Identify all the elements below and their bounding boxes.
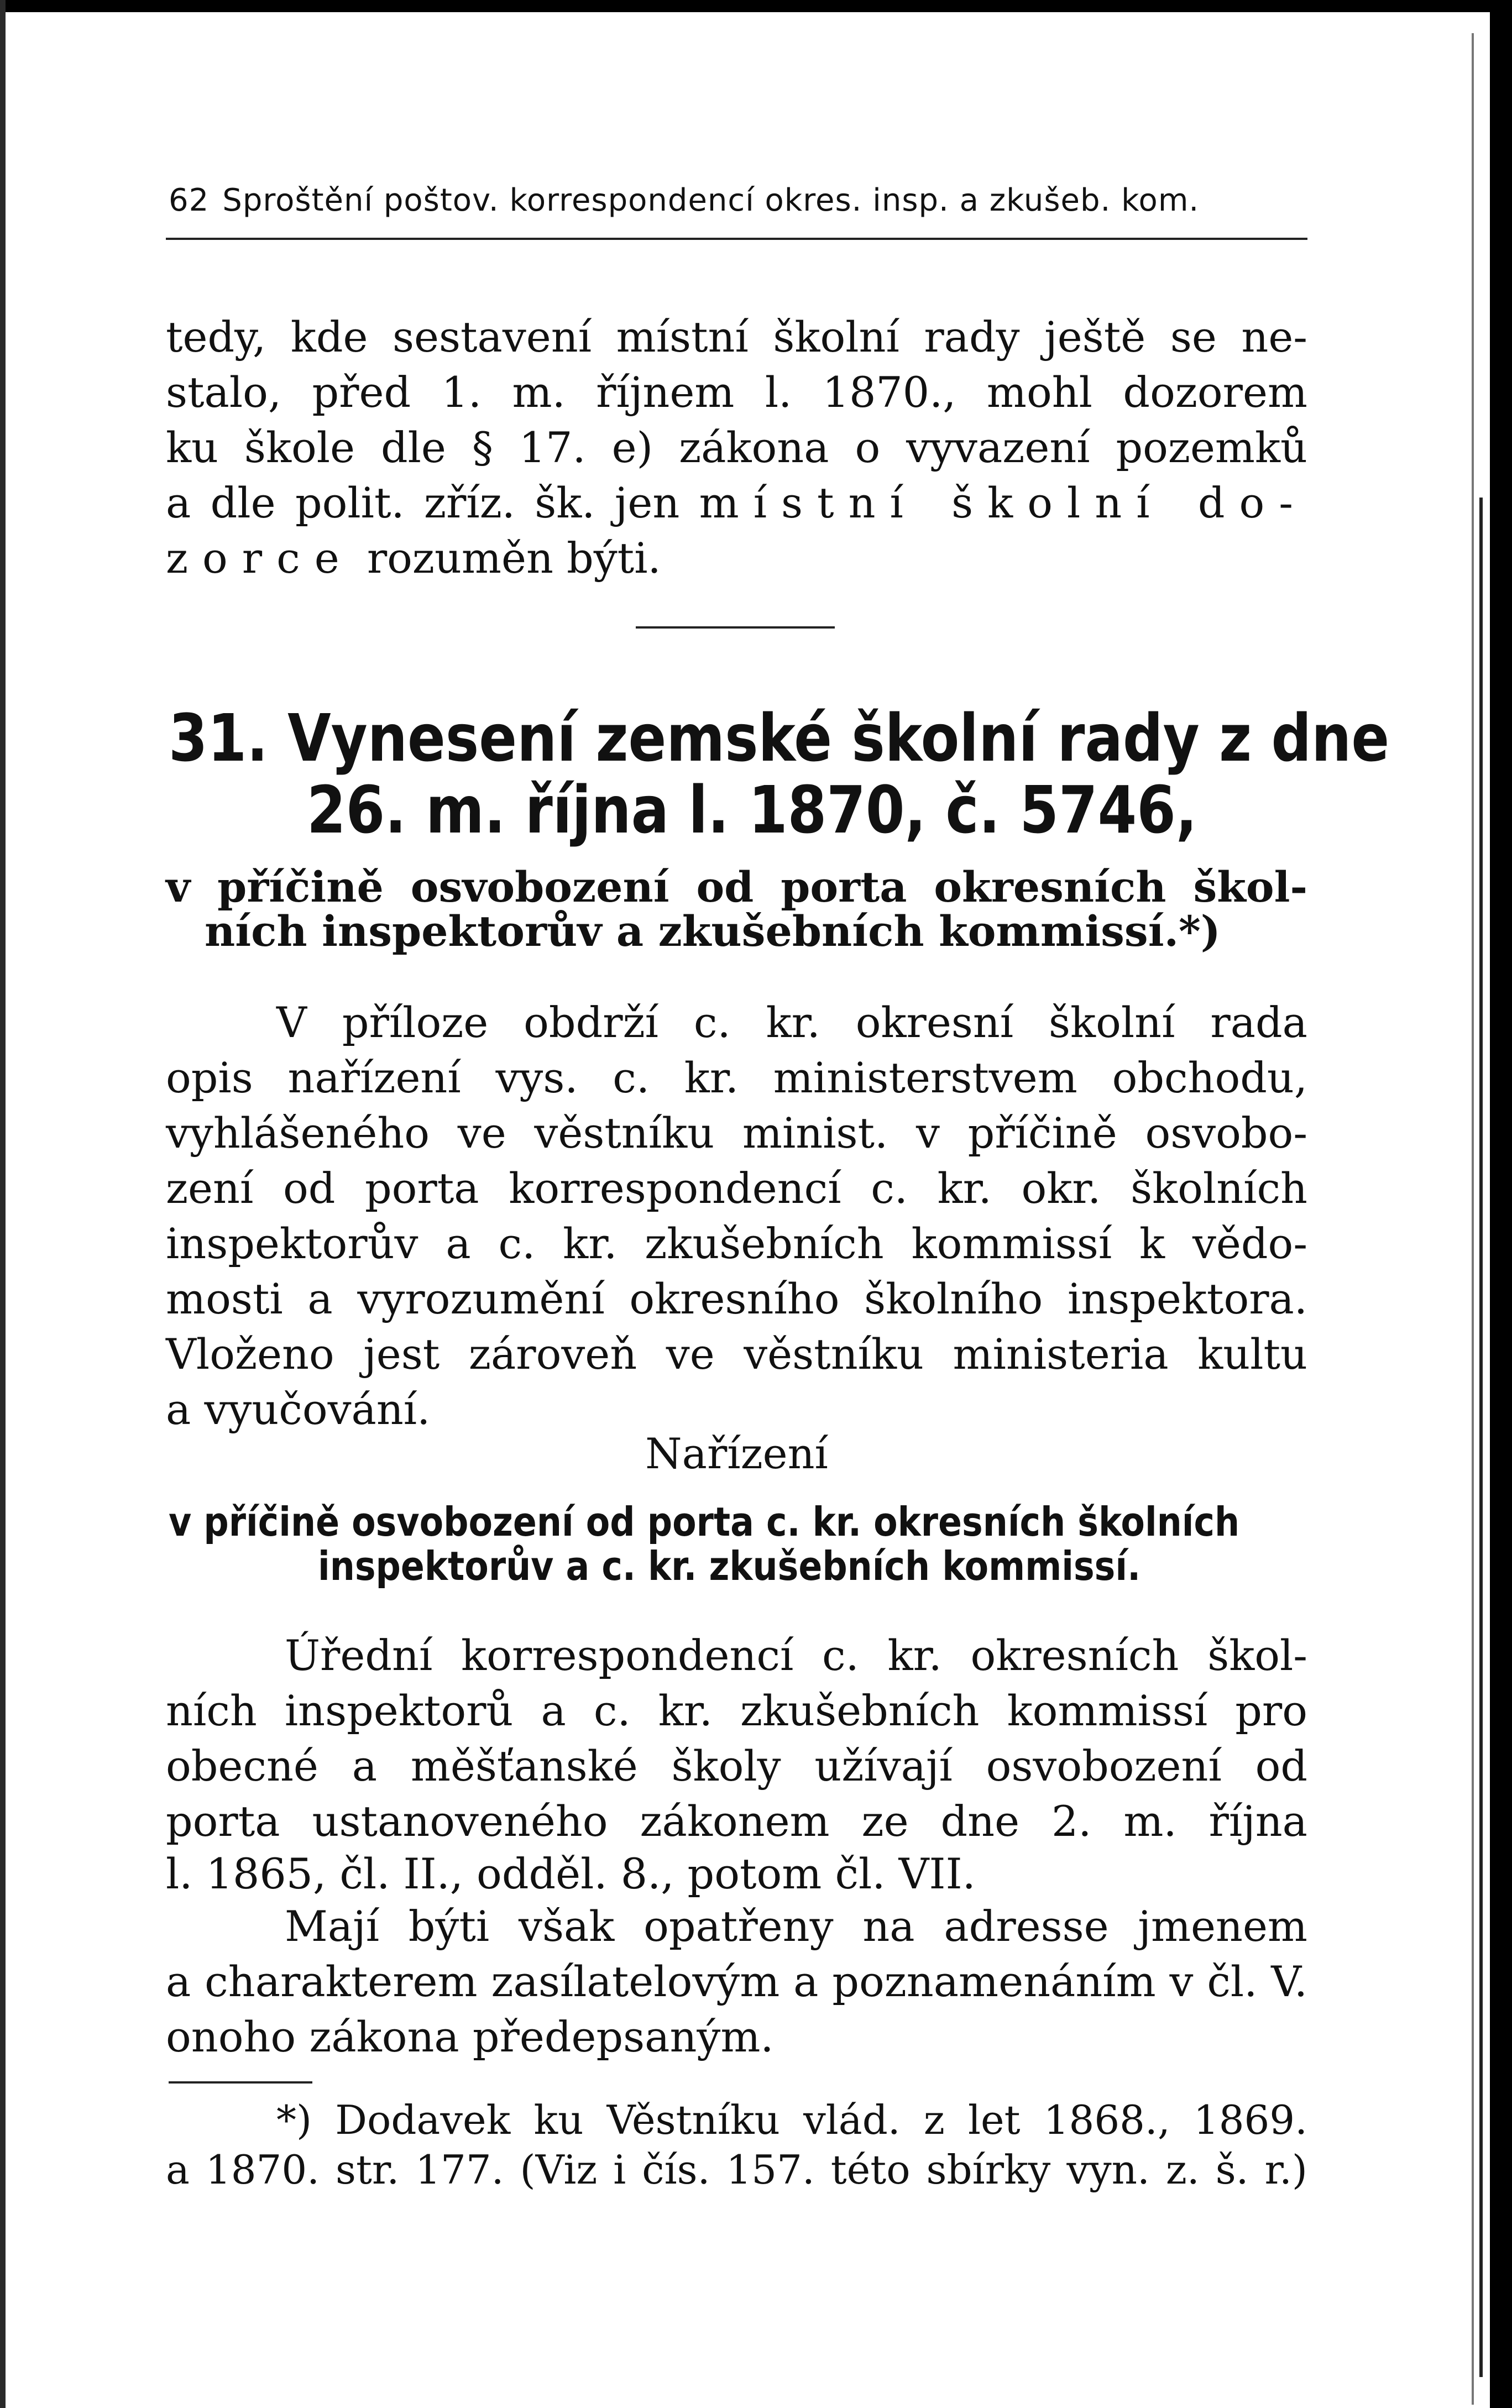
body-line-3: vyhlášeného ve věstníku minist. v příčině osvobo- — [166, 1108, 1307, 1158]
ordinance-line-1: Úřední korrespondencí c. kr. okresních škol- — [285, 1631, 1307, 1680]
body-line-2: opis nařízení vys. c. kr. ministerstvem obchodu, — [166, 1053, 1307, 1102]
header-rule — [166, 238, 1307, 240]
ordinance-line-6: Mají býti však opatřeny na adresse jmenem — [285, 1902, 1307, 1951]
section-subtitle-line-1: v příčině osvobození od porta okresních škol- — [166, 862, 1307, 912]
ordinance-subheading-line-2: inspektorův a c. kr. zkušebních kommissí. — [318, 1543, 1141, 1589]
ordinance-line-2: ních inspektorů a c. kr. zkušebních kommissí pro — [166, 1686, 1307, 1735]
body-line-7: Vloženo jest zároveň ve věstníku ministeria kultu — [166, 1329, 1307, 1379]
footnote-line-2: a 1870. str. 177. (Viz i čís. 157. této sbírky vyn. z. š. r.) — [166, 2147, 1307, 2193]
footnote-rule — [169, 2081, 312, 2084]
section-title-line-1: 31. Vynesení zemské školní rady z dne — [169, 700, 1390, 776]
intro-line-5-spaced: zorce — [166, 533, 354, 583]
running-head — [169, 182, 1199, 218]
ordinance-line-3: obecné a měšťanské školy užívají osvobození od — [166, 1741, 1307, 1791]
ordinance-line-5: l. 1865, čl. II., odděl. 8., potom čl. VII. — [166, 1849, 976, 1898]
body-line-6: mosti a vyrozumění okresního školního inspektora. — [166, 1274, 1307, 1323]
intro-line-5-rest: rozuměn býti. — [367, 533, 661, 583]
intro-line-4-prefix: a dle polit. zříz. šk. jen — [166, 478, 680, 527]
section-title-line-2: 26. m. října l. 1870, č. 5746, — [307, 772, 1197, 848]
section-divider — [636, 626, 835, 629]
page-number: 62 — [169, 182, 210, 218]
body-line-5: inspektorův a c. kr. zkušebních kommissí k vědo- — [166, 1219, 1307, 1268]
ordinance-line-8: onoho zákona předepsaným. — [166, 2012, 774, 2061]
intro-line-3: ku škole dle § 17. e) zákona o vyvazení pozemků — [166, 423, 1307, 472]
ordinance-subheading-line-1: v příčině osvobození od porta c. kr. okresních školních — [169, 1499, 1240, 1545]
footnote-line-1: *) Dodavek ku Věstníku vlád. z let 1868., 1869. — [276, 2097, 1307, 2143]
ordinance-heading: Nařízení — [645, 1429, 828, 1478]
body-line-4: zení od porta korrespondencí c. kr. okr. školních — [166, 1164, 1307, 1213]
intro-line-4 — [166, 475, 1307, 531]
intro-line-1: tedy, kde sestavení místní školní rady ještě se ne- — [166, 312, 1307, 362]
body-line-1: V příloze obdrží c. kr. okresní školní rada — [276, 998, 1307, 1047]
ordinance-line-4: porta ustanoveného zákonem ze dne 2. m. října — [166, 1797, 1307, 1846]
section-subtitle-line-2: ních inspektorův a zkušebních kommissí.*) — [205, 907, 1221, 956]
body-line-8: a vyučování. — [166, 1385, 431, 1434]
intro-line-2: stalo, před 1. m. říjnem l. 1870., mohl dozorem — [166, 368, 1307, 417]
running-title: Sproštění poštov. korrespondencí okres. insp. a zkušeb. kom. — [222, 182, 1200, 218]
ordinance-line-7: a charakterem zasílatelovým a poznamenáním v čl. V. — [166, 1957, 1307, 2006]
intro-line-5 — [166, 531, 1307, 586]
intro-line-4-spaced: místní školní do- — [699, 478, 1307, 527]
